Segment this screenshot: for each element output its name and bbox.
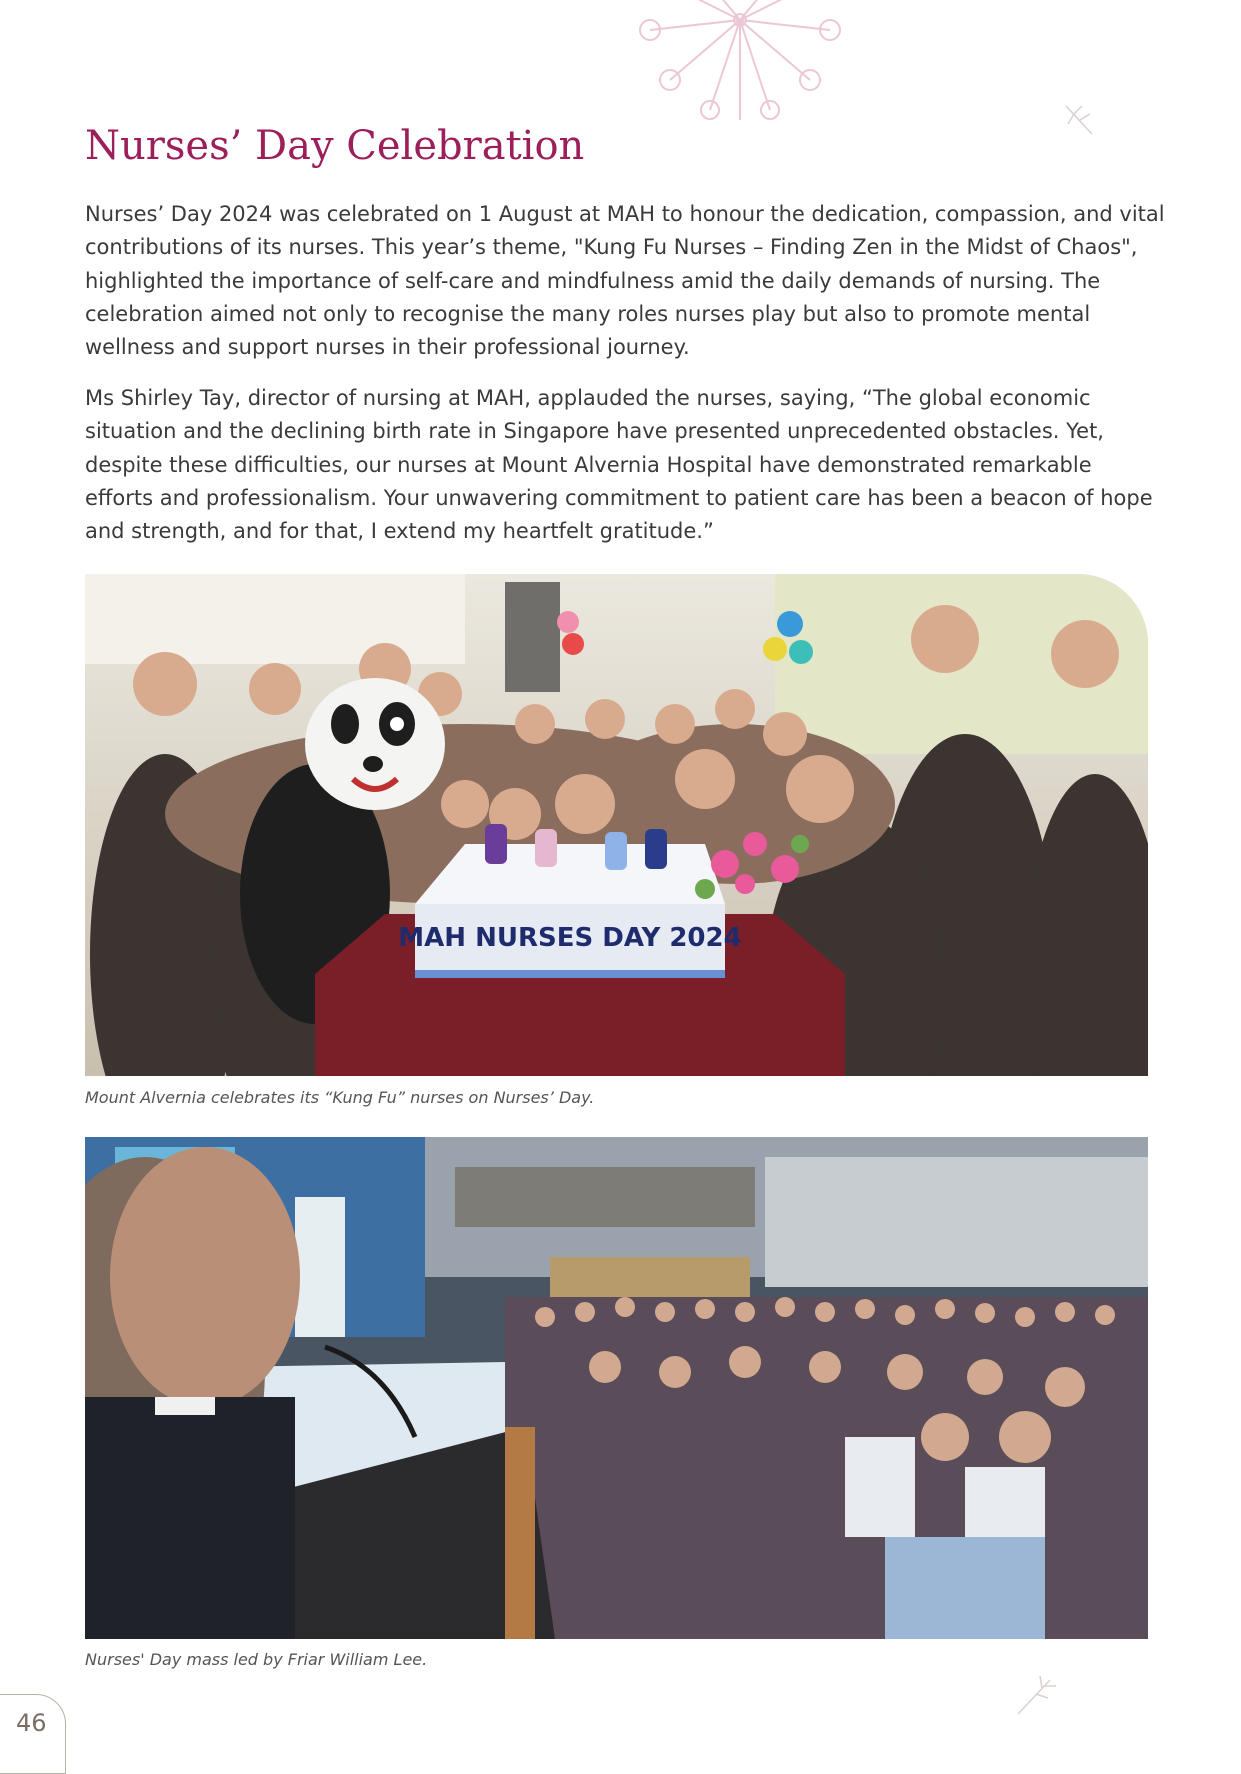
celebration-photo bbox=[85, 574, 1148, 1076]
mass-photo bbox=[85, 1137, 1148, 1639]
body-paragraph: Ms Shirley Tay, director of nursing at MAH, applauded the nurses, saying, “The global economic situation and the declining birth rate in Singapore have presented unprecedented obstacles. Yet, despite these difficulties, our nurses at Mount Alvernia Hospital have demonstrated remarkable efforts and professionalism. Your unwavering commitment to patient care has been a beacon of hope and strength, and for that, I extend my heartfelt gratitude.” bbox=[85, 386, 1153, 544]
page-number: 46 bbox=[16, 1709, 47, 1737]
sprig-decoration-icon bbox=[1060, 100, 1100, 140]
dandelion-decoration-icon bbox=[630, 0, 850, 130]
cake-text: MAH NURSES DAY 2024 bbox=[398, 923, 742, 953]
photo-caption: Nurses' Day mass led by Friar William Lee. bbox=[85, 1650, 428, 1669]
body-paragraph: Nurses’ Day 2024 was celebrated on 1 August at MAH to honour the dedication, compassion, and vital contributions of its nurses. This year’s theme, "Kung Fu Nurses – Finding Zen in the Midst of Chaos", highlighted the importance of self-care and mindfulness amid the daily demands of nursing. The celebration aimed not only to recognise the many roles nurses play but also to promote mental wellness and support nurses in their professional journey. bbox=[85, 202, 1165, 360]
page-title: Nurses’ Day Celebration bbox=[85, 123, 585, 169]
sprig-decoration-icon bbox=[1014, 1672, 1060, 1718]
photo-caption: Mount Alvernia celebrates its “Kung Fu” nurses on Nurses’ Day. bbox=[85, 1088, 595, 1107]
